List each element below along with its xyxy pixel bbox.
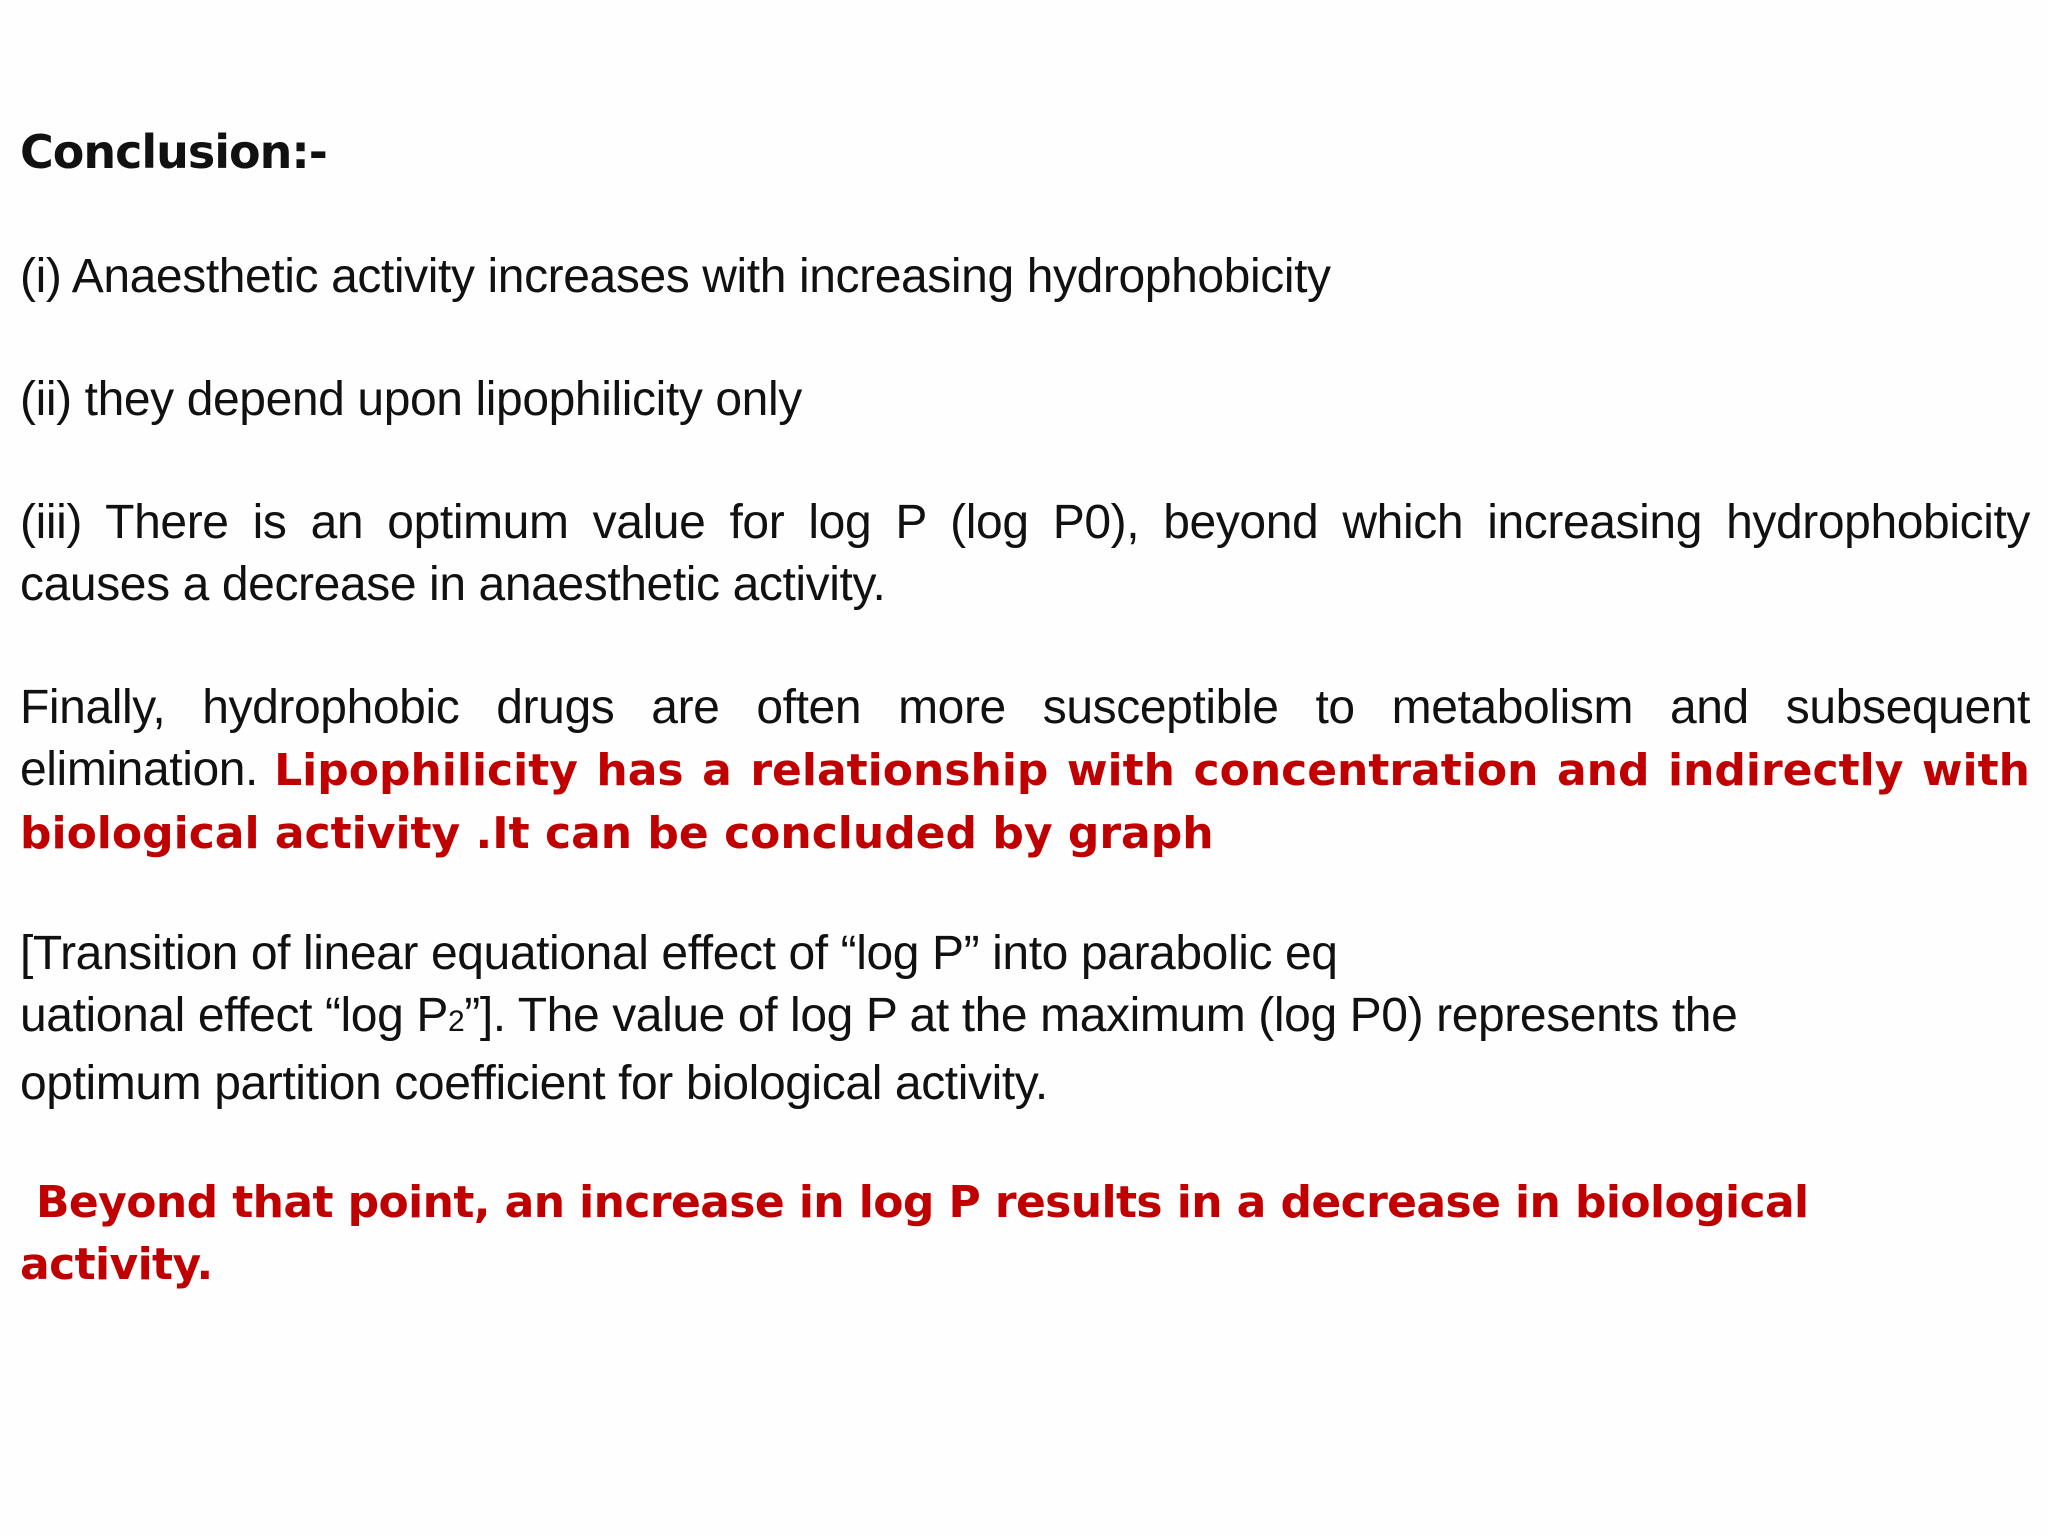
- finally-emphasis-text: Lipophilicity has a relationship with concentration and indirectly with biological activity .It can be concluded by graph: [20, 745, 2030, 859]
- finally-paragraph: [20, 677, 2030, 865]
- closing-emphasis: Beyond that point, an increase in log P results in a decrease in biological activity.: [20, 1177, 1809, 1290]
- transition-paragraph: [20, 923, 2030, 1115]
- finally-plain-text: Finally, hydrophobic drugs are often more susceptible to metabolism and subsequent elimination.: [20, 681, 2030, 796]
- transition-line-3: optimum partition coefficient for biological activity.: [20, 1057, 1048, 1110]
- point-ii: (ii) they depend upon lipophilicity only: [20, 373, 802, 426]
- point-iii: (iii) There is an optimum value for log P (log P0), beyond which increasing hydrophobicity causes a decrease in anaesthetic activity.: [20, 496, 2030, 611]
- point-i: (i) Anaesthetic activity increases with increasing hydrophobicity: [20, 250, 1331, 303]
- log-p-subscript: 2: [447, 1005, 465, 1038]
- transition-line-1: [Transition of linear equational effect of “log P” into parabolic eq: [20, 927, 1338, 980]
- transition-line-2: [20, 985, 2030, 1053]
- transition-line-2-start: uational effect “log P: [20, 989, 448, 1042]
- transition-line-2-end: ”]. The value of log P at the maximum (log P0) represents the: [464, 989, 1738, 1042]
- conclusion-heading: Conclusion:-: [20, 125, 327, 179]
